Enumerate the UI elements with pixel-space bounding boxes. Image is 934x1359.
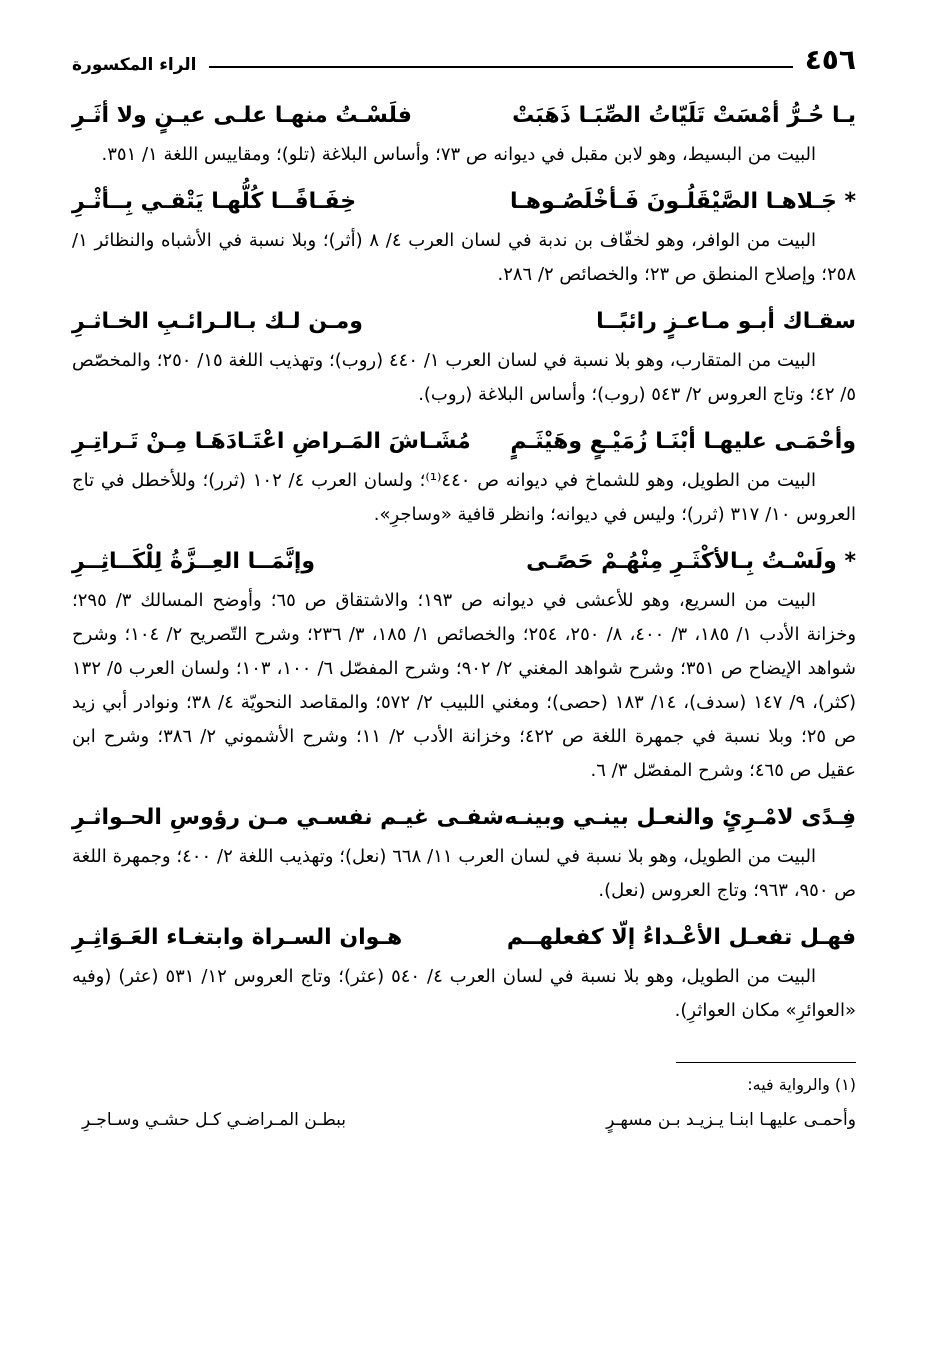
verse-commentary: البيت من الطويل، وهو بلا نسبة في لسان العرب ١١/ ٦٦٨ (نعل)؛ وتهذيب اللغة ٢/ ٤٠٠؛ وجمهرة اللغة ص ٩٥٠، ٩٦٣؛ وتاج العروس (نعل). [72, 846, 856, 901]
verse-commentary: البيت من الطويل، وهو بلا نسبة في لسان العرب ٤/ ٥٤٠ (عثر)؛ وتاج العروس ١٢/ ٥٣١ (عثر) (وفيه «العوائرِ» مكان العواثرِ). [72, 966, 856, 1021]
footnote-first-hemistich: وأحمـى عليهـا ابنـا يـزيـد بـن مسهـرٍ [606, 1110, 856, 1130]
verse-commentary: البيت من المتقارب، وهو بلا نسبة في لسان العرب ١/ ٤٤٠ (روب)؛ وتهذيب اللغة ١٥/ ٢٥٠؛ والمخصّص ٥/ ٤٢؛ وتاج العروس ٢/ ٥٤٣ (روب)؛ وأساس البلاغة (روب). [72, 350, 856, 405]
second-hemistich: شفـى غيـم نفسـي مـن رؤوسِ الحـواثـرِ [72, 805, 504, 830]
first-hemistich: يـا حُـرُّ أمْسَتْ تَلَيّاتُ الصِّبَـا ذَهَبَتْ [512, 103, 856, 128]
footnote [72, 1073, 856, 1133]
verse-entry [72, 918, 856, 1028]
verse-line [72, 182, 856, 224]
running-title: الراء المكسورة [72, 55, 197, 75]
first-hemistich: سقـاك أبـو مـاعـزٍ رائبًــا [596, 309, 856, 334]
first-hemistich: فهـل تفعـل الأعْـداءُ إلّا كفعلهــم [506, 925, 856, 950]
second-hemistich: ومـن لـك بـالـرائـبِ الخـاثـرِ [72, 309, 363, 334]
footnote-second-hemistich: ببطـن المـراضـي كـل حشـي وسـاجـرِ [82, 1110, 346, 1130]
first-hemistich: فِـدًى لامْـرِئٍ والنعـل بينـي وبينـه [504, 805, 856, 830]
verse-line [72, 302, 856, 344]
verse-entry [72, 96, 856, 172]
verse-commentary: البيت من البسيط، وهو لابن مقبل في ديوانه ص ٧٣؛ وأساس البلاغة (تلو)؛ ومقاييس اللغة ١/ ٣٥١. [101, 144, 816, 165]
page-number: ٤٥٦ [804, 43, 856, 76]
verse-line [72, 96, 856, 138]
second-hemistich: فلَسْـتُ منهـا علـى عيـنٍ ولا أثَـرِ [72, 103, 412, 128]
header-rule [209, 66, 793, 68]
footnote-verse [72, 1107, 856, 1133]
verse-commentary: البيت من الوافر، وهو لخفّاف بن ندبة في لسان العرب ٤/ ٨ (أثر)؛ وبلا نسبة في الأشباه والنظائر ١/ ٢٥٨؛ وإصلاح المنطق ص ٢٣؛ والخصائص ٢/ ٢٨٦. [72, 230, 856, 285]
verse-entry [72, 422, 856, 532]
verse-commentary: البيت من الطويل، وهو للشماخ في ديوانه ص ٤٤٠⁽¹⁾؛ ولسان العرب ٤/ ١٠٢ (ثرر)؛ وللأخطل في تاج العروس ١٠/ ٣١٧ (ثرر)؛ وليس في ديوانه؛ وانظر قافية «وساجرِ». [72, 470, 856, 525]
first-hemistich: وأحْمَـى عليهـا أبْنَـا زُمَيْـعٍ وهَيْثَـمٍ [510, 429, 856, 454]
verse-entry [72, 798, 856, 908]
footnote-divider [676, 1062, 856, 1063]
second-hemistich: وإنَّمَــا العِــزَّةُ لِلْكَــاثِــرِ [72, 549, 316, 574]
verse-entry [72, 182, 856, 292]
verse-line [72, 798, 856, 840]
verse-line [72, 422, 856, 464]
footnote-intro: (١) والرواية فيه: [747, 1075, 856, 1094]
verse-entry [72, 302, 856, 412]
second-hemistich: خِفَـافًــا كُلُّهـا يَتْقـي بِــأثْـرِ [72, 189, 357, 214]
second-hemistich: هـوان السـراة وابتغـاء العَـوَاثِـرِ [72, 925, 403, 950]
verse-line [72, 542, 856, 584]
verse-commentary: البيت من السريع، وهو للأعشى في ديوانه ص ١٩٣؛ والاشتقاق ص ٦٥؛ وأوضح المسالك ٣/ ٢٩٥؛ وخزانة الأدب ١/ ١٨٥، ٣/ ٤٠٠، ٨/ ٢٥٠، ٢٥٤؛ والخصائص ١/ ١٨٥، ٣/ ٢٣٦؛ وشرح التّصريح ٢/ ١٠٤؛ وشرح شواهد الإيضاح ص ٣٥١؛ وشرح شواهد المغني ٢/ ٩٠٢؛ وشرح المفصّل ٦/ ١٠٠، ١٠٣؛ ولسان العرب ٥/ ١٣٢ (كثر)، ٩/ ١٤٧ (سدف)، ١٤/ ١٨٣ (حصى)؛ ومغني اللبيب ٢/ ٥٧٢؛ والمقاصد النحويّة ٤/ ٣٨؛ ونوادر أبي زيد ص ٢٥؛ وبلا نسبة في جمهرة اللغة ص ٤٢٢؛ وخزانة الأدب ٢/ ١١؛ وشرح الأشموني ٢/ ٣٨٦؛ وشرح ابن عقيل ص ٤٦٥؛ وشرح المفصّل ٣/ ٦. [72, 590, 857, 781]
verse-line [72, 918, 856, 960]
page-header [72, 40, 856, 74]
first-hemistich: * جَـلاهـا الصَّيْقَلُـونَ فَـأخْلَصُـوهـا [509, 189, 856, 214]
first-hemistich: * ولَسْـتُ بِـالأكْثَـرِ مِنْهُـمْ حَصًـى [526, 549, 856, 574]
second-hemistich: مُشَـاشَ المَـراضِ اعْتَـادَهَـا مِـنْ تَـراتِـرِ [72, 429, 471, 454]
verse-entry [72, 542, 856, 788]
